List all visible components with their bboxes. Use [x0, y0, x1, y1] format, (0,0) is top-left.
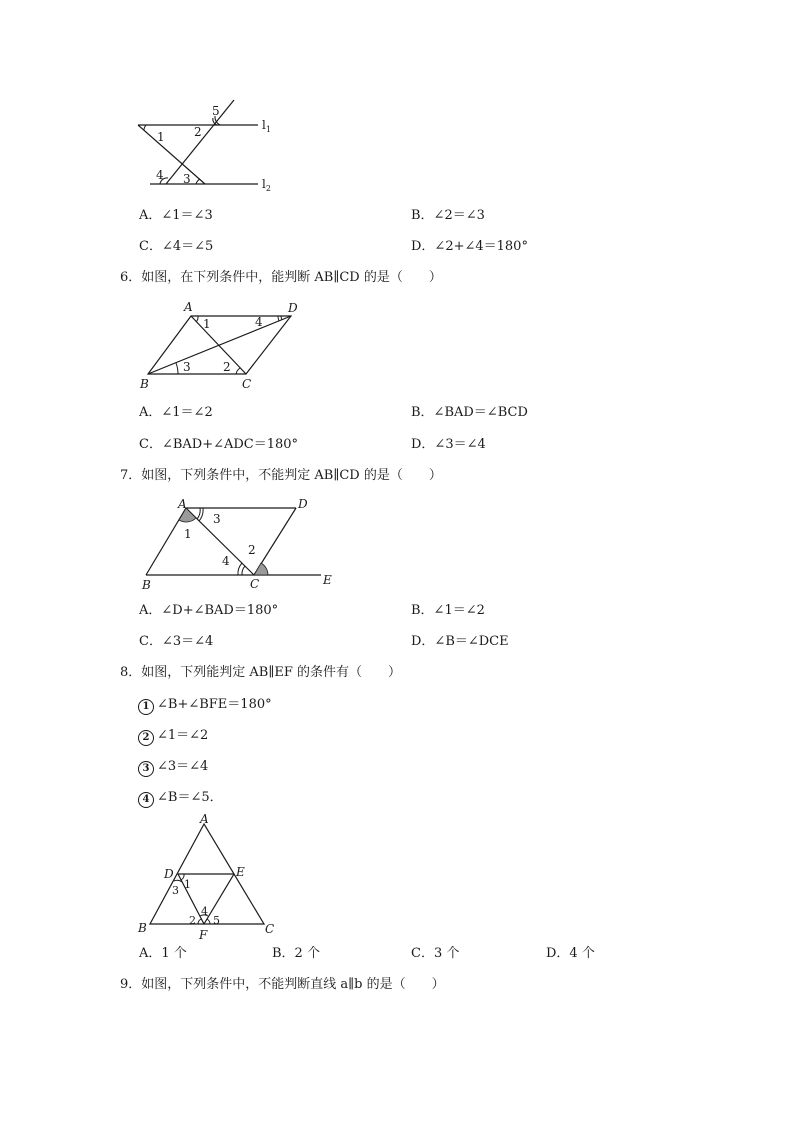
q7-angle-2: 2: [248, 543, 256, 557]
q5-option-d[interactable]: D．∠2+∠4＝180°: [411, 239, 528, 254]
q8-condition-text: ∠3＝∠4: [157, 759, 209, 774]
q7-point-d: D: [298, 497, 308, 511]
q8-option-b[interactable]: B．2 个: [272, 946, 320, 961]
q7-stem: 7．如图，下列条件中，不能判定 AB∥CD 的是（ ）: [120, 468, 442, 483]
q8-point-f: F: [199, 928, 208, 942]
q8-condition-text: ∠B+∠BFE＝180°: [157, 697, 272, 712]
q8-angle-1: 1: [184, 878, 191, 891]
q8-condition-1: [138, 697, 272, 715]
q5-option-b[interactable]: B．∠2＝∠3: [411, 208, 485, 223]
q7-option-c[interactable]: C．∠3＝∠4: [139, 634, 214, 649]
q6-point-b: B: [140, 377, 149, 391]
q5-line-l1: $l_1$: [262, 118, 271, 134]
q6-option-a[interactable]: A．∠1＝∠2: [139, 405, 213, 420]
q8-condition-text: ∠B＝∠5．: [157, 790, 223, 805]
q7-option-a[interactable]: A．∠D+∠BAD＝180°: [139, 603, 279, 618]
q8-angle-2: 2: [189, 914, 196, 927]
q8-figure: [134, 810, 284, 945]
q5-line-l2: $l_2$: [262, 177, 271, 193]
q6-angle-2: 2: [223, 360, 231, 374]
q8-point-a: A: [200, 812, 209, 826]
q7-point-b: B: [142, 578, 151, 592]
q8-point-d: D: [164, 867, 174, 881]
q7-angle-1: 1: [184, 527, 192, 541]
q6-figure: [136, 298, 306, 393]
q8-option-d[interactable]: D．4 个: [546, 946, 595, 961]
q7-option-d[interactable]: D．∠B＝∠DCE: [411, 634, 509, 649]
q8-point-c: C: [265, 922, 275, 936]
q9-stem: 9．如图，下列条件中，不能判断直线 a∥b 的是（ ）: [120, 977, 445, 992]
q7-point-a: A: [178, 497, 187, 511]
q8-stem: 8．如图，下列能判定 AB∥EF 的条件有（ ）: [120, 665, 401, 680]
q6-option-d[interactable]: D．∠3＝∠4: [411, 437, 486, 452]
q7-point-e: E: [323, 573, 332, 587]
q7-angle-3: 3: [213, 512, 221, 526]
q8-condition-text: ∠1＝∠2: [157, 728, 209, 743]
q8-angle-5: 5: [213, 914, 220, 927]
q8-point-e: E: [236, 865, 245, 879]
q6-stem: 6．如图，在下列条件中，能判断 AB∥CD 的是（ ）: [120, 270, 442, 285]
q8-condition-3: [138, 759, 208, 777]
q5-angle-4: 4: [156, 168, 164, 182]
q7-point-c: C: [250, 577, 260, 591]
q5-option-c[interactable]: C．∠4＝∠5: [139, 239, 214, 254]
q7-option-b[interactable]: B．∠1＝∠2: [411, 603, 485, 618]
q5-angle-1: 1: [157, 130, 165, 144]
q6-angle-3: 3: [183, 360, 191, 374]
q8-angle-4: 4: [201, 905, 208, 918]
q8-option-c[interactable]: C．3 个: [411, 946, 460, 961]
q6-option-c[interactable]: C．∠BAD+∠ADC＝180°: [139, 437, 299, 452]
circled-number-icon: 1: [138, 699, 154, 715]
q6-point-d: D: [288, 301, 298, 315]
q6-point-c: C: [242, 377, 252, 391]
q8-angle-3: 3: [172, 884, 179, 897]
q8-condition-2: [138, 728, 208, 746]
q8-condition-4: [138, 790, 223, 808]
circled-number-icon: 4: [138, 792, 154, 808]
q7-angle-4: 4: [222, 554, 230, 568]
q6-angle-4: 4: [255, 315, 263, 329]
q8-point-b: B: [138, 921, 147, 935]
q5-angle-3: 3: [183, 172, 191, 186]
q6-point-a: A: [184, 300, 193, 314]
q6-option-b[interactable]: B．∠BAD＝∠BCD: [411, 405, 528, 420]
q5-figure: [130, 98, 290, 198]
q5-option-a[interactable]: A．∠1＝∠3: [139, 208, 213, 223]
q7-figure: [136, 496, 346, 594]
circled-number-icon: 3: [138, 761, 154, 777]
q5-angle-2: 2: [194, 125, 202, 139]
q8-option-a[interactable]: A．1 个: [139, 946, 187, 961]
q6-angle-1: 1: [203, 317, 211, 331]
circled-number-icon: 2: [138, 730, 154, 746]
q5-angle-5: 5: [212, 104, 220, 118]
